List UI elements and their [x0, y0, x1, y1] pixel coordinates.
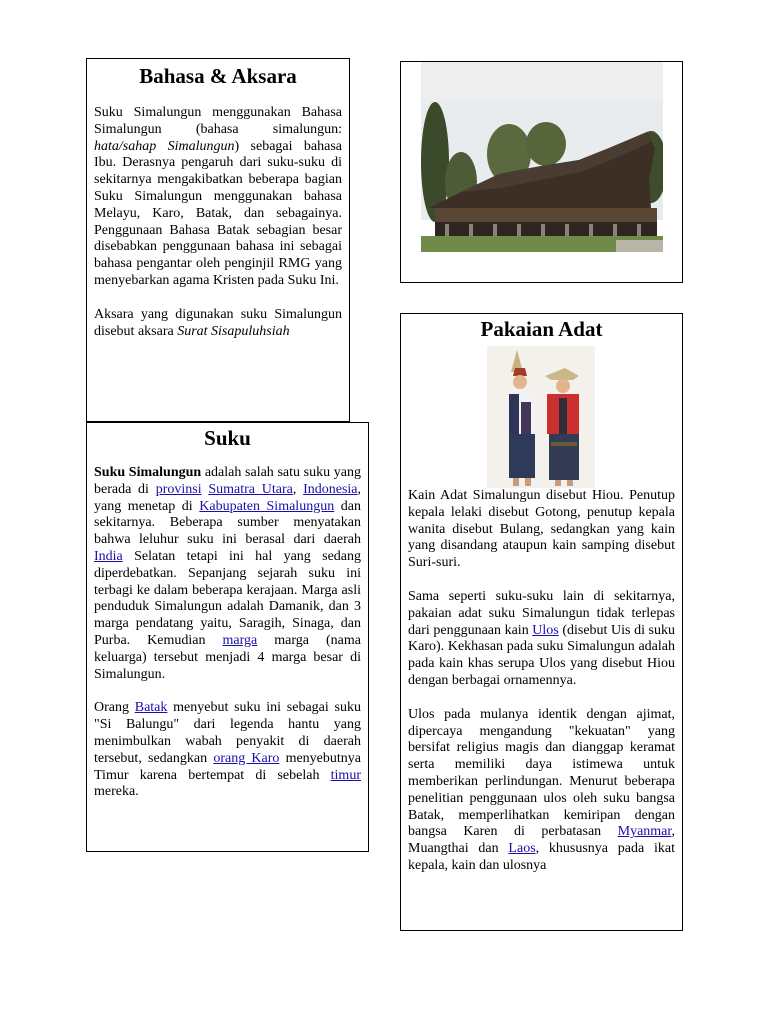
- link-india[interactable]: India: [94, 548, 123, 564]
- link-myanmar[interactable]: Myanmar: [617, 824, 672, 840]
- suku-section: [86, 422, 369, 852]
- text-span: menyebutnya Timur karena bertempat di sebelah: [94, 750, 361, 783]
- rumah-adat-photo-frame: [400, 61, 683, 283]
- italic-text: Surat Sisapuluhsiah: [177, 323, 290, 339]
- link-indonesia[interactable]: Indonesia: [303, 481, 358, 497]
- text-span: Aksara yang digunakan suku Simalungun disebut aksara: [94, 306, 342, 339]
- text-span: , Muangthai dan: [408, 824, 675, 857]
- link-timur[interactable]: timur: [330, 767, 361, 783]
- link-sumatra-utara[interactable]: Sumatra Utara: [208, 481, 293, 497]
- bahasa-paragraph-2: [94, 307, 342, 341]
- suku-paragraph-1: [94, 465, 361, 683]
- text-span: mereka.: [94, 784, 139, 800]
- text-span: dan sekitarnya. Beberapa sumber menyatakan bahwa leluhur suku ini berasal dari daerah: [94, 498, 362, 548]
- text-span: ,: [292, 481, 304, 497]
- link-orang-karo[interactable]: orang Karo: [213, 750, 280, 766]
- link-laos[interactable]: Laos: [508, 841, 536, 857]
- rumah-adat-photo: [421, 62, 663, 252]
- text-span: Sama seperti suku-suku lain di sekitarnya, pakaian adat suku Simalungun tidak terlepas dari penggunaan kain: [408, 588, 675, 638]
- pakaian-paragraph-1: Kain Adat Simalungun disebut Hiou. Penutup kepala lelaki disebut Gotong, penutup kepala wanita disebut Bulang, sedangkan yang kain yang disandang ataupun kain samping disebut Suri-suri.: [408, 488, 675, 571]
- text-span: Orang: [94, 700, 135, 716]
- link-batak[interactable]: Batak: [134, 700, 168, 716]
- text-span: , khususnya pada ikat kepala, kain dan ulosnya: [408, 841, 675, 873]
- text-span: Ulos pada mulanya identik dengan ajimat, dipercaya mengandung "kekuatan" yang bersifat religius magis dan dianggap keramat serta memiliki daya istimewa untuk memberikan perlindungan. Menurut beberapa penelitian penggunaan ulos oleh suku bangsa Batak, memperlihatkan kemiripan dengan bangsa Karen di perbatasan: [408, 706, 675, 840]
- suku-title: Suku: [204, 426, 251, 450]
- link-kabupaten-simalungun[interactable]: Kabupaten Simalungun: [199, 498, 335, 514]
- link-marga[interactable]: marga: [222, 632, 258, 648]
- suku-paragraph-2: [94, 700, 361, 801]
- text-span: (disebut Uis di suku Karo). Kekhasan pada suku Simalungun adalah pada kain khas serupa Ulos yang disebut Hiou dengan berbagai ornamennya.: [408, 622, 676, 688]
- text-span: menyebut suku ini sebagai suku "Si Balungu" dari legenda hantu yang menimbulkan wabah penyakit di daerah tersebut, sedangkan: [94, 700, 361, 766]
- pakaian-adat-photo: [487, 346, 595, 488]
- bahasa-aksara-title: Bahasa & Aksara: [139, 64, 297, 88]
- text-span: ) sebagai bahasa Ibu. Derasnya pengaruh dari suku-suku di sekitarnya mengakibatkan beberapa bagian Suku Simalungun menggunakan bahasa Melayu, Karo, Batak, dan sebagainya. Penggunaan Bahasa Batak sebagian besar disebabkan penggunaan bahasa ini sebagai bahasa pengantar oleh penginjil RMG yang menyebarkan agama Kristen pada Suku Ini.: [94, 138, 342, 288]
- bahasa-aksara-section: [86, 58, 350, 422]
- pakaian-adat-section: [400, 313, 683, 931]
- link-provinsi[interactable]: provinsi: [155, 481, 202, 497]
- text-span: Selatan tetapi ini hal yang sedang diperdebatkan. Sepanjang sejarah suku ini terbagi ke dalam beberapa kerajaan. Marga asli penduduk Simalungun adalah Damanik, dan 3 marga pendatang yaitu, Saragih, Sinaga, dan Purba. Kemudian: [94, 548, 361, 648]
- text-span: Suku Simalungun menggunakan Bahasa Simalungun (bahasa simalungun:: [94, 105, 342, 137]
- pakaian-paragraph-3: [408, 707, 675, 875]
- italic-text: hata/sahap Simalungun: [94, 138, 235, 154]
- text-span: marga (nama keluarga) tersebut menjadi 4 marga besar di Simalungun.: [94, 632, 361, 682]
- pakaian-paragraph-2: [408, 589, 675, 690]
- text-span: adalah salah satu suku yang berada di: [94, 465, 361, 497]
- link-ulos[interactable]: Ulos: [532, 622, 559, 638]
- text-span: , yang menetap di: [94, 481, 362, 514]
- bahasa-paragraph-1: [94, 105, 342, 290]
- bold-term: Suku Simalungun: [94, 465, 202, 480]
- pakaian-adat-title: Pakaian Adat: [480, 317, 603, 341]
